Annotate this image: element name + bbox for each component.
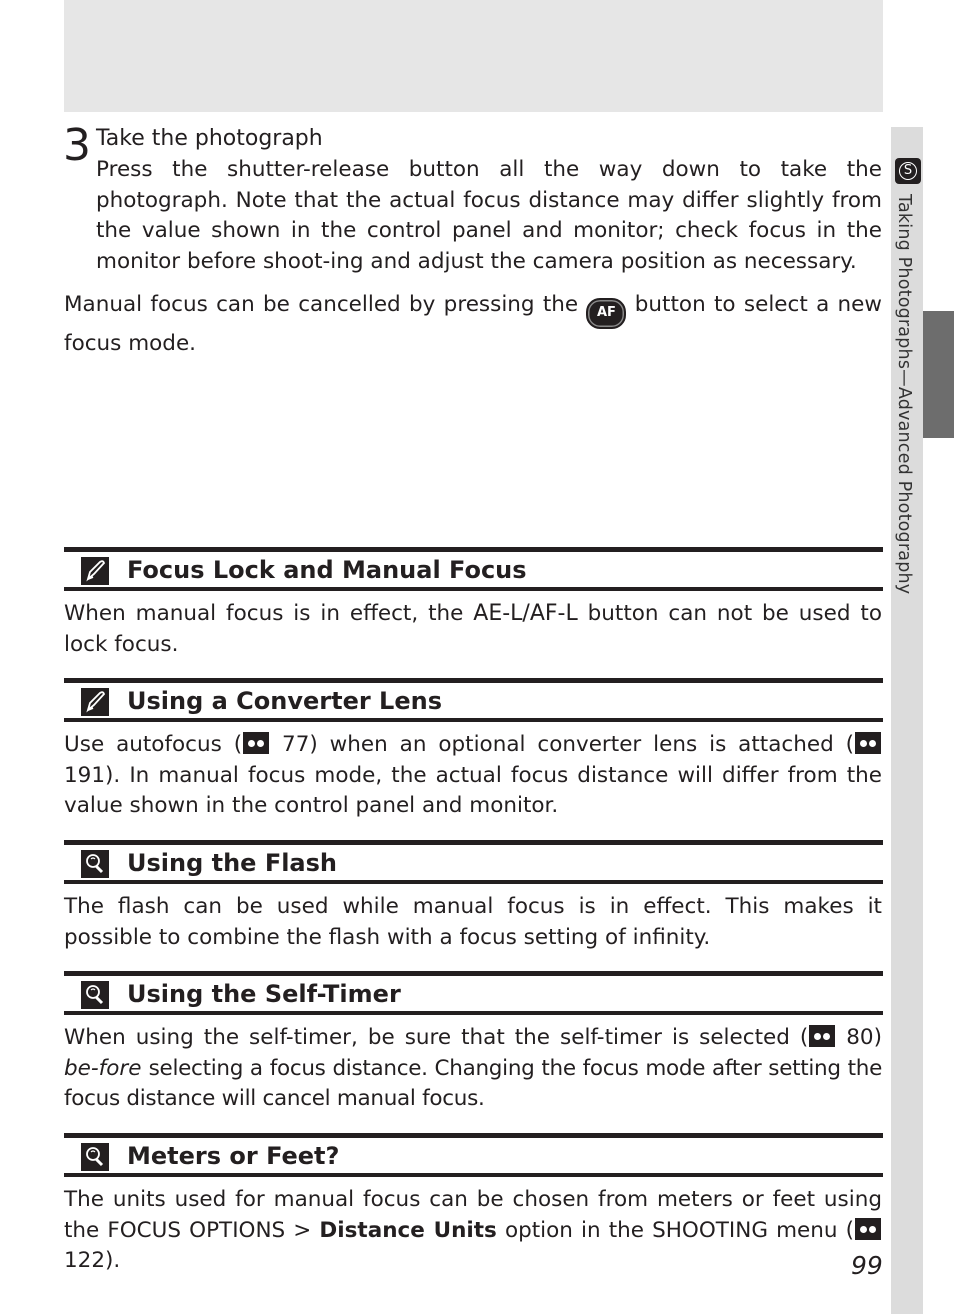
sidebar-chapter-title: Taking Photographs—Advanced Photography [894, 194, 914, 595]
note-title: Using the Self-Timer [127, 980, 401, 1008]
note-title: Using a Converter Lens [127, 687, 442, 715]
note-header-meters-feet [64, 1133, 883, 1177]
note-body-focus-lock: When manual focus is in effect, the AE-L/AF-L button can not be used to lock focus. [64, 601, 882, 657]
page-reference-icon [243, 732, 269, 754]
note-title: Using the Flash [127, 849, 337, 877]
note-body-flash: The flash can be used while manual focus is in effect. This makes it possible to combine the flash with a focus setting of infinity. [64, 894, 882, 950]
note-body-meters-feet: The units used for manual focus can be chosen from meters or feet using the FOCUS OPTIONS > Distance Units option in the SHOOTING menu ( 122). [64, 1187, 882, 1273]
note-header-converter-lens [64, 678, 883, 722]
pencil-icon [81, 688, 109, 716]
note-header-flash [64, 840, 883, 884]
top-illustration-area [64, 0, 883, 112]
step-number: 3 [63, 120, 91, 171]
pencil-icon [81, 557, 109, 585]
sidebar-thumb-index [923, 311, 954, 438]
shooting-mode-icon: S [895, 158, 921, 184]
page-reference-icon [855, 1218, 881, 1240]
af-button-icon: AF [586, 298, 626, 329]
manual-cancel-paragraph: Manual focus can be cancelled by pressing the AF button to select a new focus mode. [64, 292, 882, 356]
page-reference-icon [809, 1025, 835, 1047]
note-title: Focus Lock and Manual Focus [127, 556, 527, 584]
lightbulb-icon [81, 981, 109, 1009]
page-reference-icon [855, 732, 881, 754]
note-header-self-timer [64, 971, 883, 1015]
step-title: Take the photograph [96, 126, 323, 151]
page-number: 99 [851, 1251, 883, 1280]
note-body-self-timer: When using the self-timer, be sure that the self-timer is selected ( 80) be-fore selecting a focus distance. Changing the focus mode after setting the focus distance will cancel manual focus. [64, 1025, 882, 1111]
lightbulb-icon [81, 1143, 109, 1171]
ae-l-af-l-button-label: AE-L/AF-L [473, 601, 578, 626]
note-header-focus-lock [64, 547, 883, 591]
note-title: Meters or Feet? [127, 1142, 340, 1170]
note-body-converter-lens: Use autofocus ( 77) when an optional converter lens is attached ( 191). In manual focus mode, the actual focus distance will differ from the value shown in the control panel and monitor. [64, 732, 882, 818]
step-body: Press the shutter-release button all the way down to take the photograph. Note that the actual focus distance may differ slightly from the value shown in the control panel and monitor; check focus in the monitor before shoot-ing and adjust the camera position as necessary. [96, 157, 882, 274]
lightbulb-icon [81, 850, 109, 878]
